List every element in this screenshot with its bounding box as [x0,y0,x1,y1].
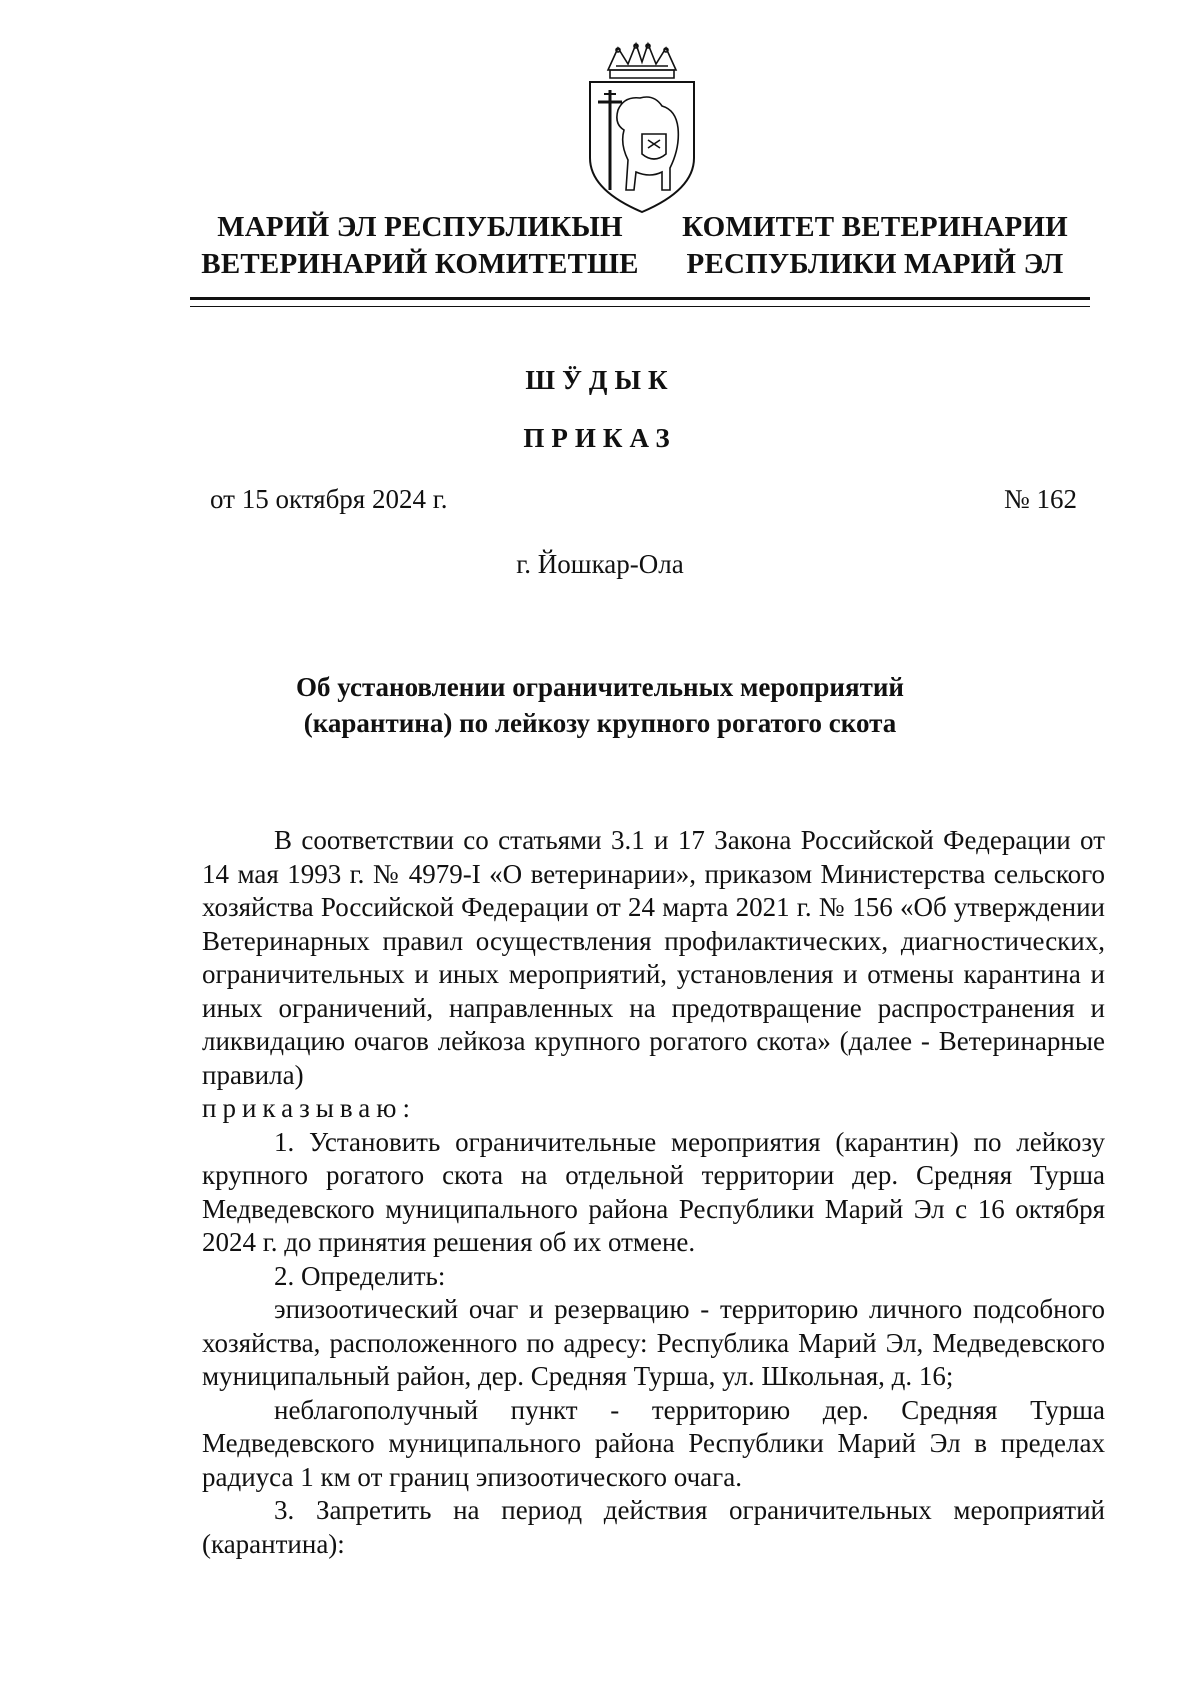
letterhead-russian [660,209,1090,283]
document-title-line1: Об установлении ограничительных мероприятий [296,672,904,702]
letterhead-mari-line1: МАРИЙ ЭЛ РЕСПУБЛИКЫН [217,211,623,243]
document-title [0,669,1200,741]
letterhead-mari-line2: ВЕТЕРИНАРИЙ КОМИТЕТШЕ [201,248,639,280]
document-date: от 15 октября 2024 г. [210,484,448,514]
paragraph-order-word: приказываю: [202,1093,416,1123]
paragraph-item-2-focus: эпизоотический очаг и резервацию - территорию личного подсобного хозяйства, расположенного по адресу: Республика Марий Эл, Медведевского муниципальный район, дер. Средняя Турша, ул. Школьная, д. 16; [202,1294,1105,1391]
paragraph-item-2: 2. Определить: [274,1260,446,1291]
coat-of-arms-icon [584,40,700,216]
document-city: г. Йошкар-Ола [516,549,684,579]
document-type-mari: ШӰДЫК [525,365,675,395]
letterhead [190,209,1090,289]
letterhead-mari [190,209,650,283]
paragraph-item-3: 3. Запретить на период действия ограничительных мероприятий (карантина): [202,1495,1105,1559]
paragraph-item-1: 1. Установить ограничительные мероприятия (карантин) по лейкозу крупного рогатого скота на отдельной территории дер. Средняя Турша Медведевского муниципального района Республики Марий Эл с 16 октября 2024 г. до принятия решения об их отмене. [202,1126,1105,1257]
header-rule-thin [190,306,1090,307]
letterhead-russian-line2: РЕСПУБЛИКИ МАРИЙ ЭЛ [686,248,1064,280]
paragraph-preamble: В соответствии со статьями 3.1 и 17 Закона Российской Федерации от 14 мая 1993 г. № 4979-I «О ветеринарии», приказом Министерства сельского хозяйства Российской Федерации от 24 марта 2021 г. № 156 «Об утверждении Ветеринарных правил осуществления профилактических, диагностических, ограничительных и иных мероприятий, установления и отмены карантина и иных ограничений, направленных на предотвращение распространения и ликвидацию очагов лейкоза крупного рогатого скота» (далее - Ветеринарные правила) [202,825,1105,1090]
document-title-line2: (карантина) по лейкозу крупного рогатого скота [303,708,897,738]
paragraph-item-2-area: неблагополучный пункт - территорию дер. Средняя Турша Медведевского муниципального района Республики Марий Эл в пределах радиуса 1 км от границ эпизоотического очага. [202,1394,1105,1492]
document-type-russian: ПРИКАЗ [523,423,677,453]
document-body [202,824,1105,1561]
letterhead-russian-line1: КОМИТЕТ ВЕТЕРИНАРИИ [682,211,1068,243]
header-rule-thick [190,297,1090,300]
document-number: № 162 [1004,484,1078,514]
